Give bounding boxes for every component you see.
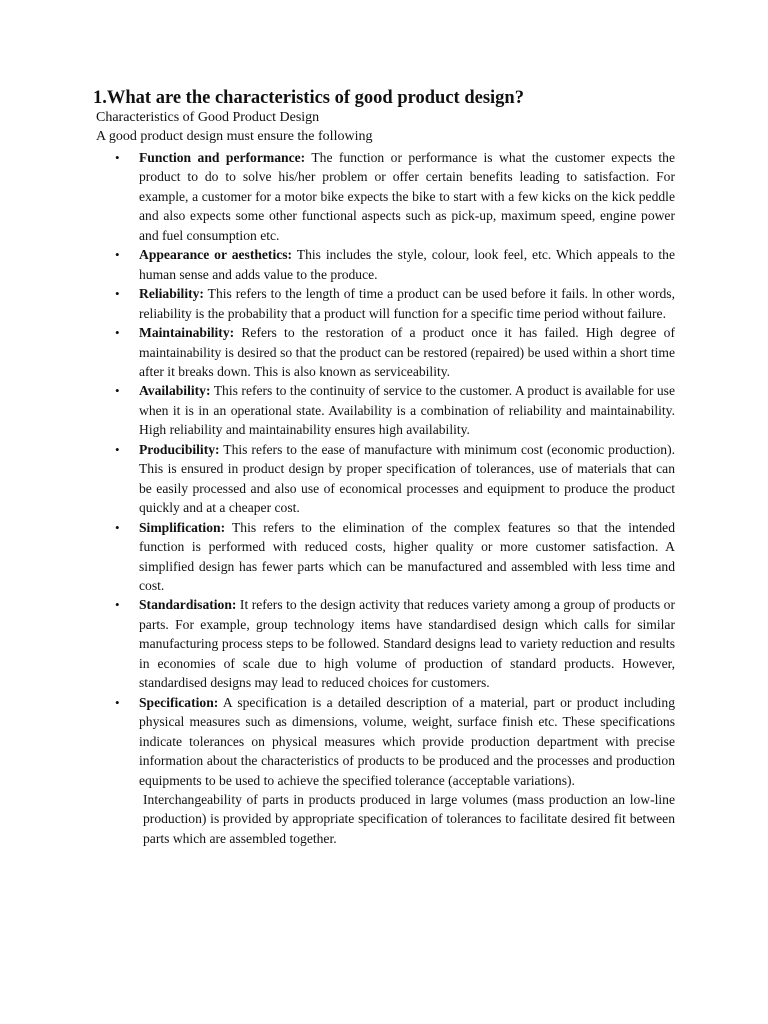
characteristics-list bbox=[115, 148, 675, 848]
item-term: Simplification: bbox=[139, 519, 226, 535]
item-text: This refers to the elimination of the complex features so that the intended function is performed with reduced costs, higher quality or more customer satisfaction. A simplified design has fewer parts which can be manufactured and assembled with less time and cost. bbox=[139, 519, 675, 593]
item-term: Maintainability: bbox=[139, 325, 235, 341]
item-text: A specification is a detailed description of a material, part or product including physical measures such as dimensions, volume, weight, surface finish etc. These specifications indicate tolerances on physical measures which provide production department with precise information about the characteristics of products to be produced and the processes and production equipments to be used to achieve the specified tolerance (acceptable variations). bbox=[139, 694, 675, 788]
item-term: Function and performance: bbox=[139, 150, 306, 165]
list-item-specification bbox=[115, 693, 675, 790]
bullet-icon: • bbox=[115, 597, 120, 613]
item-text: The function or performance is what the customer expects the product to do to solve his/her problem or offer certain benefits leading to satisfaction. For example, a customer for a motor bike expects the bike to start with a few kicks on the kick peddle and also expects some other functional aspects such as pick-up, maximum speed, engine power and fuel consumption etc. bbox=[139, 150, 675, 243]
item-term: Availability: bbox=[139, 383, 211, 399]
item-term: Appearance or aesthetics: bbox=[139, 247, 293, 263]
bullet-icon: • bbox=[115, 247, 120, 263]
section-subtitle: Characteristics of Good Product Design bbox=[96, 110, 320, 125]
question-heading: 1.What are the characteristics of good product design? bbox=[93, 88, 524, 108]
item-text: Refers to the restoration of a product once it has failed. High degree of maintainability is desired so that the product can be restored (repaired) be used within a short time after it breaks down. This is also known as serviceability. bbox=[139, 325, 675, 379]
item-text: This refers to the ease of manufacture with minimum cost (economic production). This is ensured in product design by proper specification of tolerances, use of materials that can be easily processed and also use of economical processes and equipment to produce the product quickly and at a cheaper cost. bbox=[139, 441, 675, 516]
interchangeability-note: Interchangeability of parts in products produced in large volumes (mass production an low-line production) is provided by appropriate specification of tolerances to facilitate desired fit between parts which are assembled together. bbox=[143, 791, 675, 846]
list-item-maintainability bbox=[115, 323, 675, 381]
bullet-icon: • bbox=[115, 286, 120, 302]
item-term: Standardisation: bbox=[139, 597, 237, 613]
list-item-reliability bbox=[115, 284, 675, 323]
item-text: This refers to the continuity of service to the customer. A product is available for use when it is in an operational state. Availability is a combination of reliability and maintainability. High reliability and maintainability ensures high availability. bbox=[139, 383, 675, 438]
list-item-function-performance bbox=[115, 148, 675, 245]
list-item-standardisation bbox=[115, 595, 675, 692]
item-text: It refers to the design activity that reduces variety among a group of products or parts. For example, group technology items have standardised design which calls for similar manufacturing process steps to be followed. Standard designs lead to variety reduction and results in economies of scale due to high volume of production of standard products. However, standardised designs may lead to reduced choices for customers. bbox=[139, 597, 675, 691]
item-term: Reliability: bbox=[139, 286, 204, 302]
item-text: This refers to the length of time a product can be used before it fails. ln other words, reliability is the probability that a product will function for a specific time period without failure. bbox=[139, 286, 675, 321]
item-term: Producibility: bbox=[139, 441, 220, 457]
item-term: Specification: bbox=[139, 694, 219, 710]
bullet-icon: • bbox=[115, 694, 120, 710]
bullet-icon: • bbox=[115, 325, 120, 341]
item-text: This includes the style, colour, look feel, etc. Which appeals to the human sense and adds value to the produce. bbox=[139, 247, 675, 282]
list-item-producibility bbox=[115, 440, 675, 518]
bullet-icon: • bbox=[115, 150, 120, 165]
list-item-simplification bbox=[115, 518, 675, 596]
intro-text: A good product design must ensure the following bbox=[96, 129, 373, 144]
bullet-icon: • bbox=[115, 441, 120, 457]
list-item-availability bbox=[115, 381, 675, 439]
bullet-icon: • bbox=[115, 383, 120, 399]
bullet-icon: • bbox=[115, 519, 120, 535]
list-item-appearance bbox=[115, 245, 675, 284]
